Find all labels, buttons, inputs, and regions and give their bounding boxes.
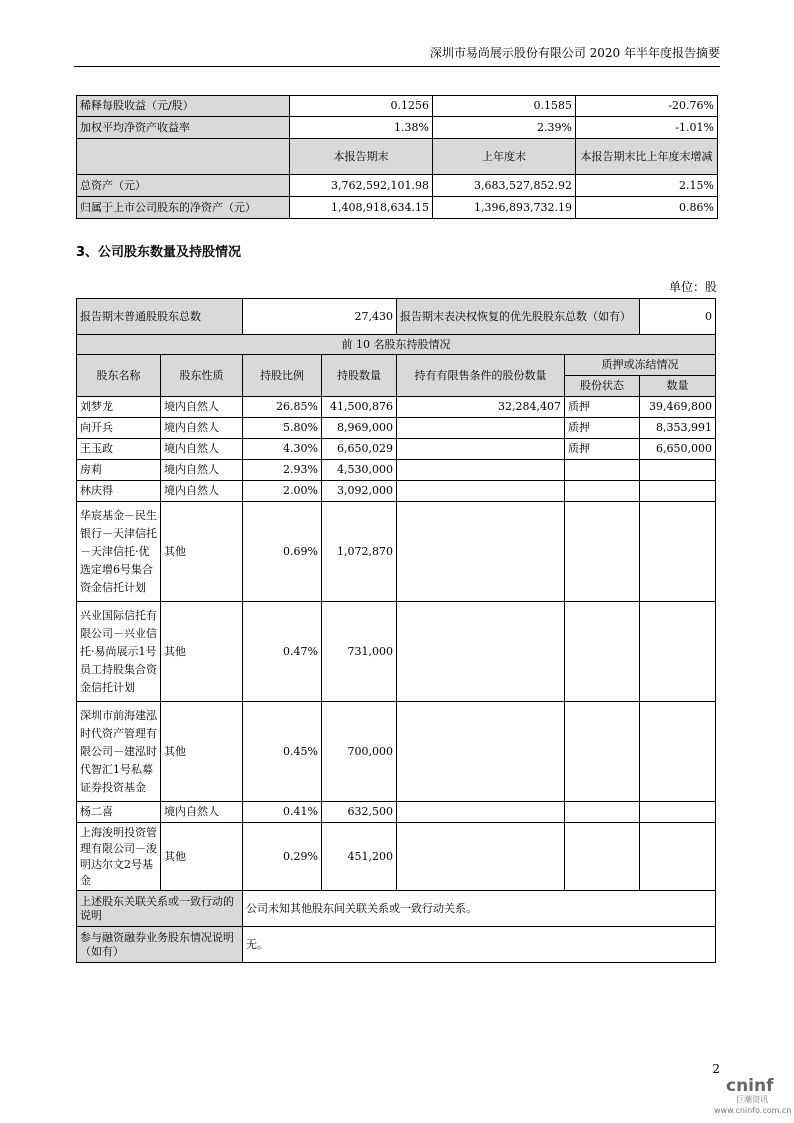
page-number: 2 [712,1062,720,1076]
holder-status [565,802,640,823]
col-header-ratio: 持股比例 [243,355,322,397]
holder-restricted [397,481,565,502]
holder-restricted [397,439,565,460]
holder-quantity: 700,000 [322,702,397,802]
current-value: 1.38% [290,117,433,139]
col-header-change: 本报告期末比上年度末增减 [576,139,718,175]
holder-restricted [397,418,565,439]
holder-restricted [397,702,565,802]
holder-status [565,823,640,891]
col-header-nature: 股东性质 [161,355,243,397]
holder-nature: 境内自然人 [161,481,243,502]
holder-name: 林庆得 [77,481,161,502]
col-header-name: 股东名称 [77,355,161,397]
total-holders-label: 报告期末普通股股东总数 [77,299,243,335]
holder-nature: 境内自然人 [161,460,243,481]
prior-value: 1,396,893,732.19 [433,197,576,219]
col-header-amount: 数量 [640,376,716,397]
holder-ratio: 4.30% [243,439,322,460]
holder-ratio: 26.85% [243,397,322,418]
preferred-holders-label: 报告期末表决权恢复的优先股股东总数（如有） [397,299,640,335]
holder-quantity: 1,072,870 [322,502,397,602]
holder-ratio: 2.00% [243,481,322,502]
financial-table [76,95,718,219]
holder-name: 华宸基金－民生银行－天津信托－天津信托·优选定增6号集合资金信托计划 [77,502,161,602]
cninfo-logo [712,1070,794,1120]
change-value: 0.86% [576,197,718,219]
holder-ratio: 0.45% [243,702,322,802]
logo-url: www.cninfo.com.cn [714,1106,792,1115]
holder-amount: 8,353,991 [640,418,716,439]
holder-ratio: 0.41% [243,802,322,823]
holder-quantity: 731,000 [322,602,397,702]
holder-amount: 6,650,000 [640,439,716,460]
relation-label: 上述股东关联关系或一致行动的说明 [77,891,243,927]
holder-amount [640,823,716,891]
preferred-holders-value: 0 [640,299,716,335]
relation-value: 公司未知其他股东间关联关系或一致行动关系。 [243,891,716,927]
holder-quantity: 41,500,876 [322,397,397,418]
holder-restricted [397,602,565,702]
row-label: 加权平均净资产收益率 [77,117,290,139]
col-header-prior: 上年度末 [433,139,576,175]
holder-restricted [397,823,565,891]
holder-quantity: 6,650,029 [322,439,397,460]
row-label: 稀释每股收益（元/股） [77,96,290,117]
holder-amount: 39,469,800 [640,397,716,418]
holder-nature: 其他 [161,823,243,891]
holder-nature: 其他 [161,502,243,602]
prior-value: 3,683,527,852.92 [433,175,576,197]
header-rule [74,66,720,67]
holder-status [565,502,640,602]
holder-status [565,602,640,702]
margin-trading-value: 无。 [243,927,716,963]
col-header-status: 股份状态 [565,376,640,397]
holder-restricted [397,802,565,823]
holder-nature: 境内自然人 [161,418,243,439]
logo-wordmark: cninf [726,1076,774,1096]
col-header-restricted: 持有有限售条件的股份数量 [397,355,565,397]
holder-amount [640,481,716,502]
prior-value: 0.1585 [433,96,576,117]
current-value: 1,408,918,634.15 [290,197,433,219]
change-value: -1.01% [576,117,718,139]
holder-restricted [397,502,565,602]
current-value: 0.1256 [290,96,433,117]
holder-nature: 境内自然人 [161,802,243,823]
blank-header-cell [77,139,290,175]
holder-quantity: 3,092,000 [322,481,397,502]
holder-ratio: 0.47% [243,602,322,702]
holder-nature: 境内自然人 [161,397,243,418]
holder-nature: 其他 [161,602,243,702]
holder-status [565,481,640,502]
current-value: 3,762,592,101.98 [290,175,433,197]
holder-name: 刘梦龙 [77,397,161,418]
logo-subtitle: 巨潮资讯 [736,1095,768,1104]
holder-quantity: 4,530,000 [322,460,397,481]
holder-name: 房莉 [77,460,161,481]
holder-amount [640,502,716,602]
section-title: 3、公司股东数量及持股情况 [76,245,242,260]
holder-name: 上海浚明投资管理有限公司－浚明达尔文2号基金 [77,823,161,891]
page-header: 深圳市易尚展示股份有限公司 2020 年半年度报告摘要 [429,46,720,60]
holder-status: 质押 [565,439,640,460]
holder-quantity: 632,500 [322,802,397,823]
holder-quantity: 8,969,000 [322,418,397,439]
holder-ratio: 0.69% [243,502,322,602]
prior-value: 2.39% [433,117,576,139]
holder-amount [640,702,716,802]
holder-name: 深圳市前海建泓时代资产管理有限公司－建泓时代智汇1号私募证券投资基金 [77,702,161,802]
holder-nature: 其他 [161,702,243,802]
margin-trading-label: 参与融资融券业务股东情况说明（如有） [77,927,243,963]
row-label: 总资产（元） [77,175,290,197]
top10-title: 前 10 名股东持股情况 [77,335,716,355]
col-header-pledge-group: 质押或冻结情况 [565,355,716,376]
change-value: 2.15% [576,175,718,197]
holder-quantity: 451,200 [322,823,397,891]
shareholders-table [76,298,716,963]
holder-nature: 境内自然人 [161,439,243,460]
row-label: 归属于上市公司股东的净资产（元） [77,197,290,219]
col-header-current: 本报告期末 [290,139,433,175]
holder-amount [640,460,716,481]
col-header-quantity: 持股数量 [322,355,397,397]
holder-restricted [397,460,565,481]
holder-ratio: 0.29% [243,823,322,891]
holder-name: 王玉政 [77,439,161,460]
holder-status: 质押 [565,418,640,439]
holder-name: 向开兵 [77,418,161,439]
holder-status [565,460,640,481]
holder-name: 杨二喜 [77,802,161,823]
holder-status: 质押 [565,397,640,418]
change-value: -20.76% [576,96,718,117]
holder-ratio: 5.80% [243,418,322,439]
holder-amount [640,802,716,823]
holder-ratio: 2.93% [243,460,322,481]
holder-restricted: 32,284,407 [397,397,565,418]
holder-status [565,702,640,802]
holder-name: 兴业国际信托有限公司－兴业信托·易尚展示1号员工持股集合资金信托计划 [77,602,161,702]
unit-label: 单位：股 [668,280,717,294]
holder-amount [640,602,716,702]
total-holders-value: 27,430 [243,299,397,335]
